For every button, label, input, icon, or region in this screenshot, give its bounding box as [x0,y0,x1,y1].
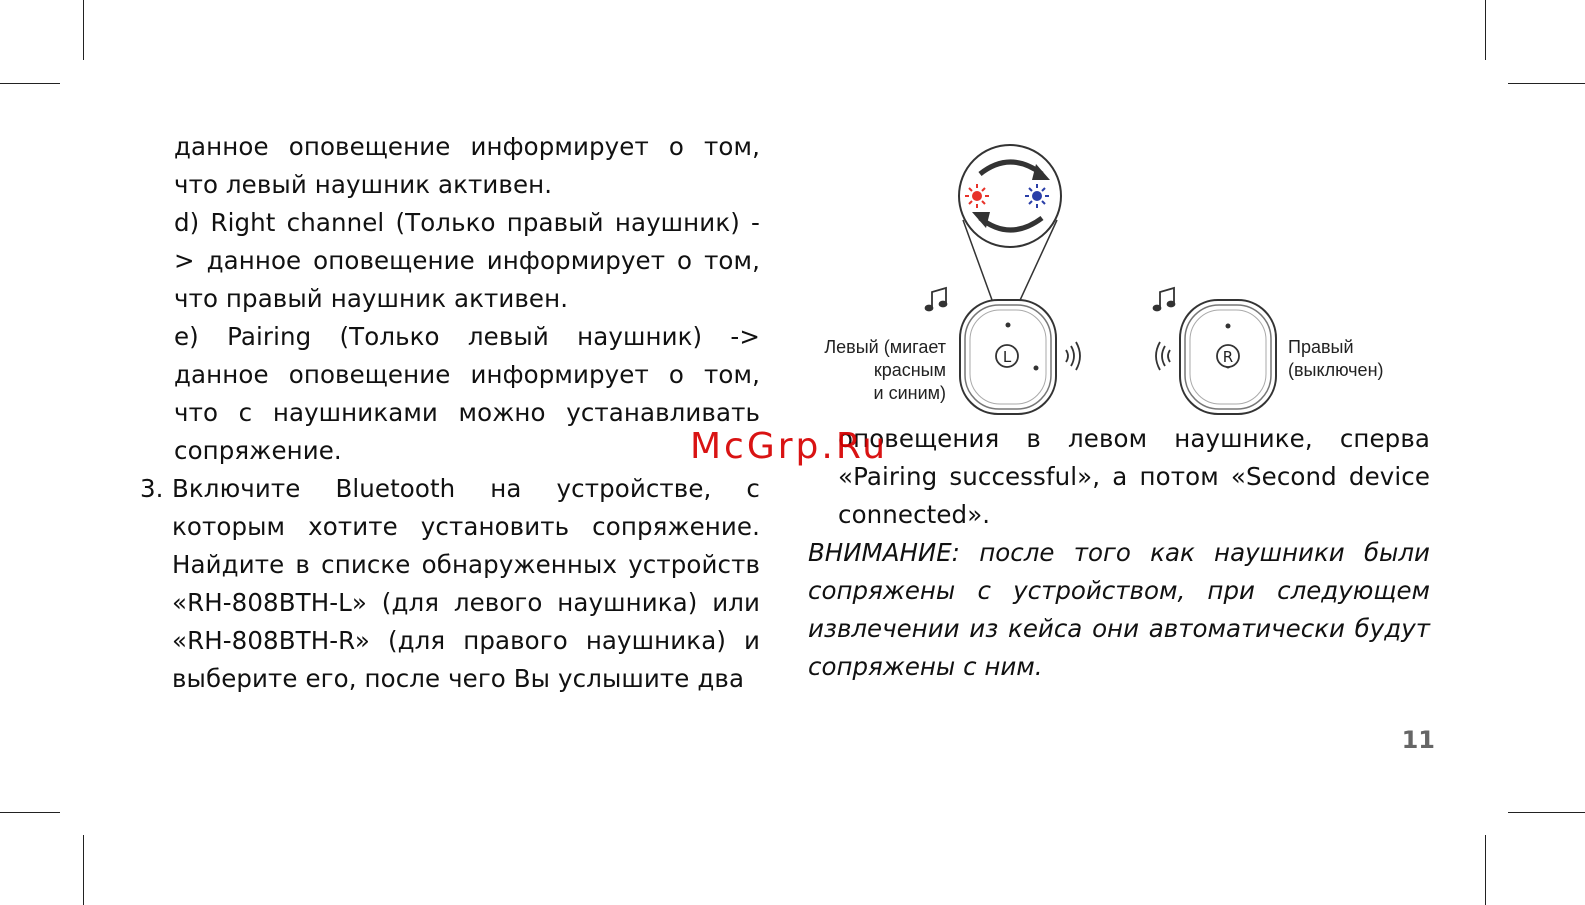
paragraph-notifications: оповещения в левом наушнике, сперва «Pairing successful», а потом «Second device connected». [838,424,1430,529]
right-earbud-letter: R [1222,348,1234,366]
paragraph-left-active: данное оповещение информирует о том, что левый наушник активен. [174,132,760,199]
watermark: McGrp.Ru [690,426,889,467]
music-note-icon [1154,288,1175,311]
music-note-icon [926,288,947,311]
left-column [140,128,760,698]
crop-mark [1485,835,1486,905]
left-earbud [960,300,1056,414]
step-3-text: Включите Bluetooth на устройстве, с которым хотите установить сопряжение. Найдите в списке обнаруженных устройств «RH-808BTH-L» (для левого наушника) или «RH-808BTH-R» (для правого наушника) и выберите его, после чего Вы услышите два [172,474,760,693]
crop-mark [1508,83,1585,84]
step-number: 3. [140,474,164,503]
crop-mark [83,835,84,905]
right-column [808,420,1430,686]
crop-mark [0,83,60,84]
crop-mark [83,0,84,60]
crop-mark [0,812,60,813]
left-earbud-letter: L [1002,348,1012,366]
page-number: 11 [1401,726,1435,754]
left-earbud-label: Левый (мигает красным и синим) [824,337,946,403]
paragraph-right-channel: d) Right channel (Только правый наушник) -> данное оповещение информирует о том, что правый наушник активен. [174,208,760,313]
sound-waves-icon [1156,342,1170,370]
crop-mark [1508,812,1585,813]
right-earbud [1180,300,1276,414]
paragraph-pairing: e) Pairing (Только левый наушник) -> данное оповещение информирует о том, что с наушниками можно устанавливать сопряжение. [174,322,760,465]
sound-waves-icon [1066,342,1080,370]
warning-text: ВНИМАНИЕ: после того как наушники были сопряжены с устройством, при следующем извлечении из кейса они автоматически будут сопряжены с ним. [808,538,1430,681]
step-3 [140,470,760,698]
crop-mark [1485,0,1486,60]
right-earbud-label: Правый (выключен) [1288,337,1384,380]
